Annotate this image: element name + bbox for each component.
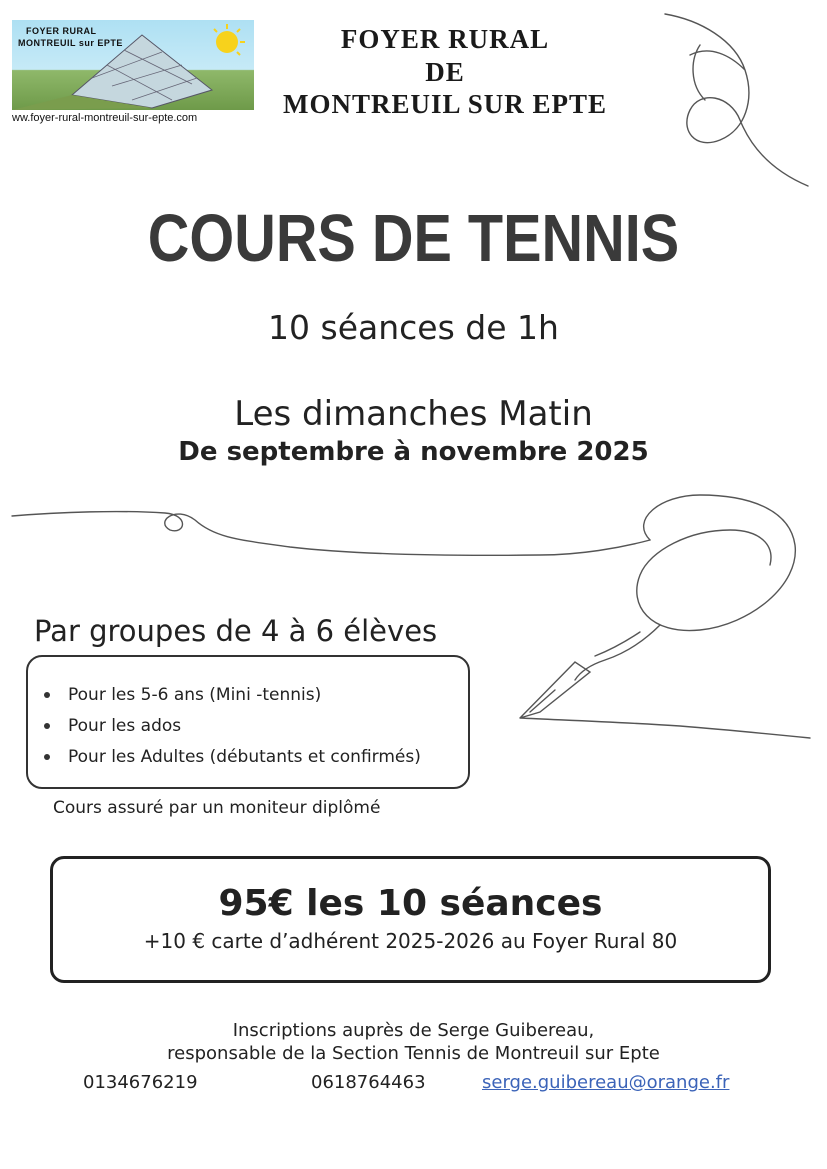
list-item [44,745,421,776]
logo-text: FOYER RURAL [26,26,97,36]
group-item-label: Pour les ados [68,716,182,736]
racket-icon [575,495,795,680]
mobile-number: 0618764463 [311,1072,426,1093]
list-item [44,683,421,714]
groups-list [44,683,421,776]
pricing-box [50,856,771,983]
org-name-line3: MONTREUIL SUR EPTE [282,89,608,119]
registration-line1: Inscriptions auprès de Serge Guibereau, [232,1020,595,1041]
schedule-period: De septembre à novembre 2025 [178,437,649,467]
bullet-icon [44,692,50,698]
groups-box [26,655,470,789]
org-name-line1: FOYER RURAL [340,24,550,54]
group-item-label: Pour les 5-6 ans (Mini -tennis) [68,685,322,705]
email-link[interactable]: serge.guibereau@orange.fr [482,1072,730,1093]
sessions-text: 10 séances de 1h [268,308,559,347]
groups-title: Par groupes de 4 à 6 élèves [34,614,438,648]
registration-line2: responsable de la Section Tennis de Montreuil sur Epte [167,1043,660,1064]
website-url[interactable]: ww.foyer-rural-montreuil-sur-epte.com [12,112,198,124]
phone-number: 0134676219 [83,1072,198,1093]
page-title: COURS DE TENNIS [147,201,680,276]
string-line [12,512,650,556]
price-main: 95€ les 10 séances [218,883,603,924]
instructor-note: Cours assuré par un moniteur diplômé [53,798,381,818]
logo-text: MONTREUIL sur EPTE [18,38,123,48]
bullet-icon [44,754,50,760]
schedule-day: Les dimanches Matin [234,394,593,434]
price-extra: +10 € carte d’adhérent 2025-2026 au Foyer Rural 80 [143,929,678,953]
list-item [44,714,421,745]
foyer-rural-logo [12,20,254,110]
org-name-line2: DE [425,57,465,87]
bullet-icon [44,723,50,729]
group-item-label: Pour les Adultes (débutants et confirmés) [68,747,421,767]
tennis-ball-icon [665,14,808,186]
